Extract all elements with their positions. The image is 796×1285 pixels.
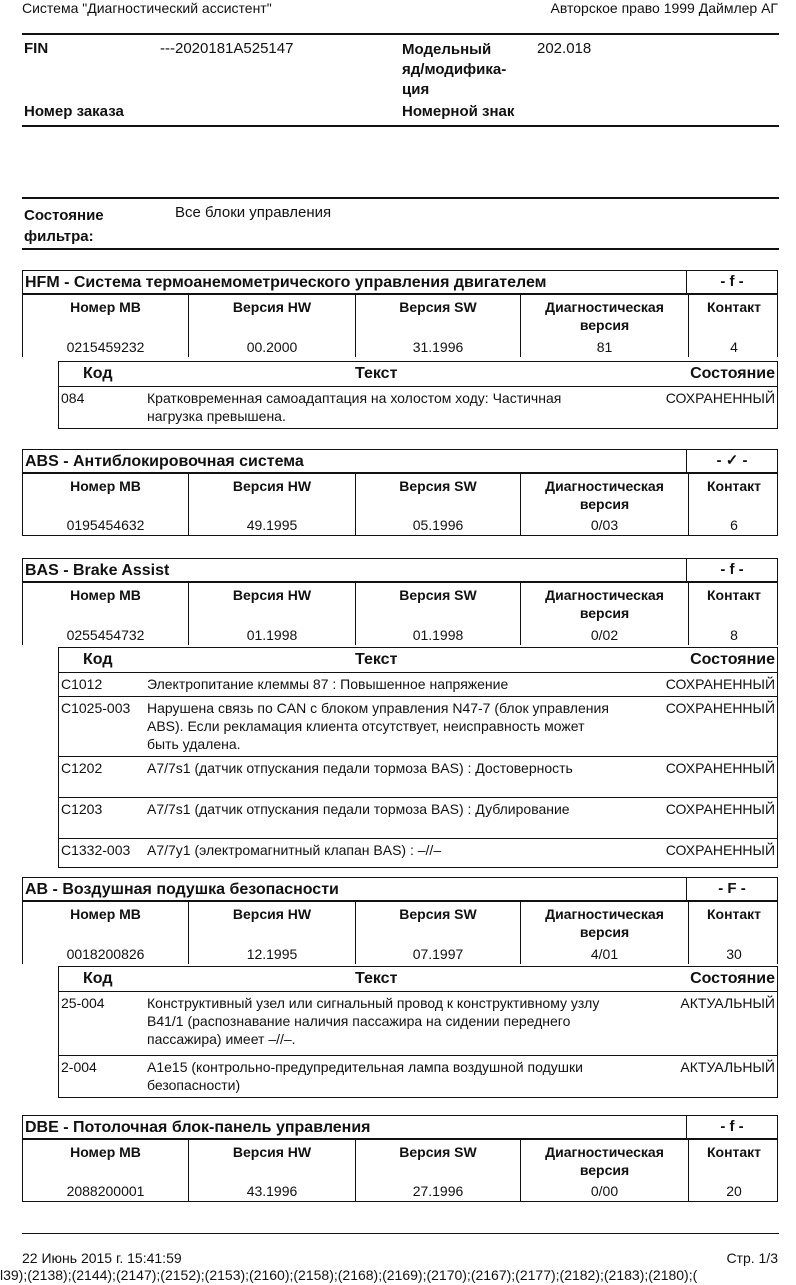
fault-code: 25-004 (61, 995, 105, 1011)
version-value-sw: 05.1996 (412, 517, 464, 533)
header-text: Текст (355, 651, 398, 668)
version-value-contact: 4 (730, 339, 738, 355)
version-column-part (23, 1140, 188, 1201)
divider (22, 248, 779, 250)
print-datetime: 22 Июнь 2015 г. 15:41:59 (22, 1250, 182, 1266)
column-header: Номер MB (70, 478, 141, 494)
fault-code-row[interactable] (59, 839, 777, 867)
version-column-sw (355, 1140, 520, 1201)
version-value-contact: 6 (730, 517, 738, 533)
fault-text: A1e15 (контрольно-предупредительная лампа воздушной подушки безопасности) (147, 1059, 583, 1093)
filter-label-line: Состояние (24, 207, 104, 224)
fault-state: СОХРАНЕННЫЙ (665, 676, 775, 692)
version-column-contact (688, 474, 779, 535)
version-value-contact: 8 (730, 627, 738, 643)
filter-label (24, 205, 104, 247)
version-table (22, 1140, 778, 1202)
version-value-sw: 27.1996 (412, 1183, 464, 1199)
version-column-hw (188, 902, 355, 964)
filter-label-line: фильтра: (24, 228, 94, 245)
version-column-contact (688, 902, 779, 964)
fault-code-row[interactable] (59, 992, 777, 1056)
column-header: Контакт (706, 906, 762, 922)
fault-text: Кратковременная самоадаптация на холостом ходу: Частичная нагрузка превышена. (147, 390, 562, 424)
fault-text: A7/7y1 (электромагнитный клапан BAS) : –//– (147, 842, 442, 858)
column-header: Контакт (706, 299, 762, 315)
fault-code-row[interactable] (59, 798, 777, 839)
fault-codes-header (59, 648, 777, 673)
unit-title: HFM - Система термоанемометрического управления двигателем (25, 274, 547, 291)
unit-title-row (22, 1115, 778, 1140)
fault-text: A7/7s1 (датчик отпускания педали тормоза BAS) : Достоверность (147, 760, 573, 776)
column-header: Версия SW (399, 478, 477, 494)
version-table (22, 295, 778, 357)
version-value-diag: 0/00 (590, 1183, 619, 1199)
fault-codes-table (58, 647, 778, 868)
order-label: Номер заказа (24, 103, 124, 120)
unit-status: - F - (686, 878, 777, 901)
version-value-hw: 12.1995 (246, 946, 298, 962)
plate-label: Номерной знак (402, 103, 515, 120)
unit-title-row (22, 877, 778, 902)
version-value-sw: 31.1996 (412, 339, 464, 355)
version-value-part: 2088200001 (66, 1183, 145, 1199)
column-header: Версия SW (399, 1144, 477, 1160)
unit-status: - f - (686, 271, 777, 294)
column-header-line: Диагностическая (545, 587, 664, 603)
header-state: Состояние (690, 365, 775, 382)
version-value-part: 0018200826 (66, 946, 145, 962)
header-text: Текст (355, 970, 398, 987)
control-unit-block (22, 877, 778, 964)
fault-state: СОХРАНЕННЫЙ (665, 801, 775, 817)
column-header: Контакт (706, 587, 762, 603)
fault-codes-header (59, 362, 777, 387)
version-table (22, 474, 778, 536)
version-value-diag: 0/02 (590, 627, 619, 643)
unit-title: BAS - Brake Assist (25, 562, 170, 579)
version-column-part (23, 295, 188, 357)
version-value-contact: 30 (726, 946, 742, 962)
column-header-line: Диагностическая (545, 906, 664, 922)
fault-code-row[interactable] (59, 757, 777, 798)
unit-status: - ✓ - (686, 450, 777, 473)
version-column-hw (188, 1140, 355, 1201)
fault-state: АКТУАЛЬНЫЙ (680, 995, 775, 1011)
fault-state: СОХРАНЕННЫЙ (665, 842, 775, 858)
version-value-sw: 07.1997 (412, 946, 464, 962)
column-header: Контакт (706, 478, 762, 494)
model-label (402, 40, 506, 100)
page-number: Стр. 1/3 (726, 1250, 778, 1266)
version-column-contact (688, 1140, 779, 1201)
column-header-line: версия (579, 317, 630, 333)
column-header: Версия HW (232, 299, 312, 315)
fin-label: FIN (24, 40, 49, 57)
column-header: Номер MB (70, 299, 141, 315)
fin-value: ---2020181A525147 (160, 40, 294, 57)
column-header-line: версия (579, 1162, 630, 1178)
column-header: Версия HW (232, 1144, 312, 1160)
version-value-sw: 01.1998 (412, 627, 464, 643)
unit-status: - f - (686, 559, 777, 582)
version-column-contact (688, 295, 779, 357)
model-label-line: яд/модифика- (402, 61, 507, 78)
column-header: Версия SW (399, 299, 477, 315)
unit-title: DBE - Потолочная блок-панель управления (25, 1119, 371, 1136)
version-value-contact: 20 (726, 1183, 742, 1199)
divider (22, 1233, 779, 1234)
version-column-diag (520, 295, 688, 357)
version-column-diag (520, 902, 688, 964)
version-value-hw: 01.1998 (246, 627, 298, 643)
column-header-line: Диагностическая (545, 478, 664, 494)
unit-title-row (22, 270, 778, 295)
fault-code-row[interactable] (59, 1056, 777, 1097)
column-header-line: Диагностическая (545, 299, 664, 315)
version-column-contact (688, 583, 779, 645)
column-header (521, 905, 688, 941)
version-value-hw: 49.1995 (246, 517, 298, 533)
version-value-hw: 00.2000 (246, 339, 298, 355)
fault-code: C1012 (61, 676, 103, 692)
version-value-part: 0215459232 (66, 339, 145, 355)
fault-codes-header (59, 967, 777, 992)
model-label-line: Модельный (402, 41, 492, 58)
fault-state: АКТУАЛЬНЫЙ (680, 1059, 775, 1075)
divider (22, 197, 779, 199)
control-unit-block (22, 449, 778, 536)
version-column-hw (188, 583, 355, 645)
version-value-part: 0255454732 (66, 627, 145, 643)
unit-title-row (22, 558, 778, 583)
fault-state: СОХРАНЕННЫЙ (665, 760, 775, 776)
unit-title-row (22, 449, 778, 474)
copyright: Авторское право 1999 Даймлер АГ (550, 0, 778, 16)
fault-code: 084 (61, 390, 85, 406)
version-column-part (23, 902, 188, 964)
unit-status: - f - (686, 1116, 777, 1139)
filter-value: Все блоки управления (175, 204, 332, 221)
version-value-diag: 4/01 (590, 946, 619, 962)
column-header (521, 586, 688, 622)
divider (22, 33, 779, 35)
column-header: Номер MB (70, 906, 141, 922)
model-label-line: ция (402, 81, 430, 98)
column-header: Версия HW (232, 587, 312, 603)
version-column-hw (188, 474, 355, 535)
version-table (22, 583, 778, 645)
version-column-sw (355, 474, 520, 535)
header-code: Код (83, 365, 113, 382)
fault-code-row[interactable] (59, 673, 777, 697)
divider (22, 125, 779, 127)
column-header (521, 477, 688, 513)
column-header-line: версия (579, 924, 630, 940)
fault-code: C1025-003 (61, 700, 131, 716)
fault-text: A7/7s1 (датчик отпускания педали тормоза BAS) : Дублирование (147, 801, 570, 817)
version-value-diag: 81 (596, 339, 613, 355)
column-header-line: Диагностическая (545, 1144, 664, 1160)
header-state: Состояние (690, 970, 775, 987)
version-value-hw: 43.1996 (246, 1183, 298, 1199)
header-code: Код (83, 651, 113, 668)
column-header: Номер MB (70, 1144, 141, 1160)
fault-state: СОХРАНЕННЫЙ (665, 700, 775, 716)
column-header: Контакт (706, 1144, 762, 1160)
version-column-diag (520, 1140, 688, 1201)
column-header (521, 298, 688, 334)
fault-text: Нарушена связь по CAN с блоком управления N47-7 (блок управления ABS). Если рекламация клиента отсутствует, неисправность может быть удалена. (147, 700, 609, 752)
fault-state: СОХРАНЕННЫЙ (665, 390, 775, 406)
fault-code: C1332-003 (61, 842, 131, 858)
fault-code-row[interactable] (59, 387, 777, 428)
column-header-line: версия (579, 496, 630, 512)
column-header: Версия HW (232, 906, 312, 922)
fault-text: Электропитание клеммы 87 : Повышенное напряжение (147, 676, 509, 692)
unit-title: AB - Воздушная подушка безопасности (25, 881, 339, 898)
control-unit-block (22, 558, 778, 645)
codes-line: l39);(2138);(2144);(2147);(2152);(2153);(2160);(2158);(2168);(2169);(2170);(2167);(2177);(2182);(2183);(2180);( (0, 1267, 698, 1283)
version-column-sw (355, 902, 520, 964)
fault-code: C1203 (61, 801, 103, 817)
model-value: 202.018 (537, 40, 592, 57)
column-header: Версия HW (232, 478, 312, 494)
column-header-line: версия (579, 605, 630, 621)
fault-code-row[interactable] (59, 697, 777, 757)
column-header (521, 1143, 688, 1179)
fault-code: C1202 (61, 760, 103, 776)
column-header: Версия SW (399, 906, 477, 922)
version-column-sw (355, 583, 520, 645)
version-column-diag (520, 583, 688, 645)
fault-codes-table (58, 361, 778, 429)
fault-text: Конструктивный узел или сигнальный провод к конструктивному узлу B41/1 (распознавание наличия пассажира на сидении переднего пассажира) имеет –//–. (147, 995, 600, 1047)
version-column-hw (188, 295, 355, 357)
control-unit-block (22, 1115, 778, 1202)
version-column-sw (355, 295, 520, 357)
version-column-part (23, 474, 188, 535)
fault-code: 2-004 (61, 1059, 97, 1075)
version-column-part (23, 583, 188, 645)
header-state: Состояние (690, 651, 775, 668)
header-text: Текст (355, 365, 398, 382)
system-name: Система "Диагностический ассистент" (22, 0, 272, 16)
unit-title: ABS - Антиблокировочная система (25, 453, 304, 470)
version-table (22, 902, 778, 964)
header-code: Код (83, 970, 113, 987)
fault-codes-table (58, 966, 778, 1098)
version-value-part: 0195454632 (66, 517, 145, 533)
column-header: Номер MB (70, 587, 141, 603)
version-value-diag: 0/03 (590, 517, 619, 533)
column-header: Версия SW (399, 587, 477, 603)
version-column-diag (520, 474, 688, 535)
control-unit-block (22, 270, 778, 357)
